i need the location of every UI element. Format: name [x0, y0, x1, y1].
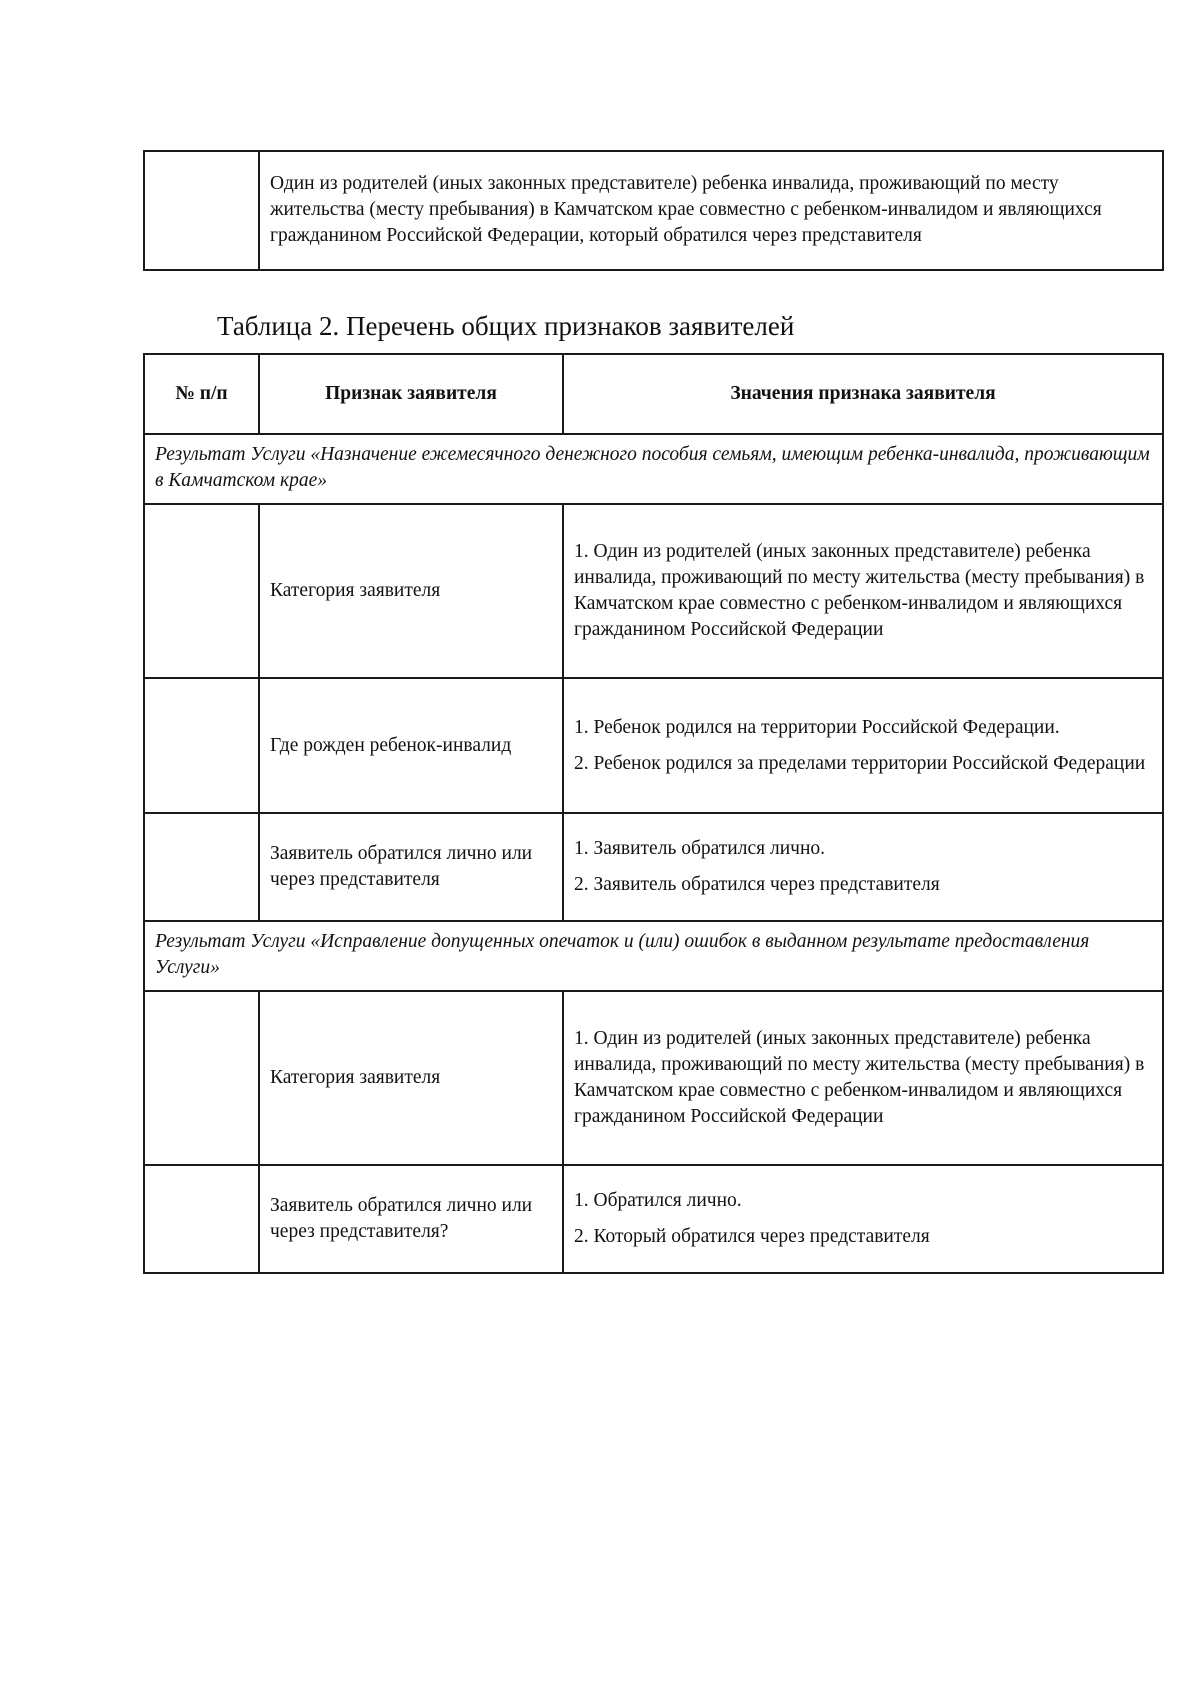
value-item: 2. Заявитель обратился через представителя: [574, 874, 940, 895]
value-item: 1. Заявитель обратился лично.: [574, 838, 826, 859]
table-row: [144, 504, 1163, 678]
table-header-row: [144, 354, 1163, 434]
description-cell: Один из родителей (иных законных представителе) ребенка инвалида, проживающий по месту жительства (месту пребывания) в Камчатском крае совместно с ребенком-инвалидом и являющихся гражданином Российской Федерации, который обратился через представителя: [259, 151, 1163, 270]
value-item: 2. Который обратился через представителя: [574, 1226, 930, 1247]
feature-cell: Категория заявителя: [259, 991, 563, 1165]
num-cell: [144, 813, 259, 921]
header-values: Значения признака заявителя: [563, 354, 1163, 434]
table-row: [144, 991, 1163, 1165]
feature-cell: Заявитель обратился лично или через представителя: [259, 813, 563, 921]
header-num: № п/п: [144, 354, 259, 434]
section-title: Результат Услуги «Назначение ежемесячного денежного пособия семьям, имеющим ребенка-инвалида, проживающим в Камчатском крае»: [144, 434, 1163, 504]
value-item: 1. Ребенок родился на территории Российской Федерации.: [574, 716, 1060, 738]
table-title: Таблица 2. Перечень общих признаков заявителей: [217, 311, 795, 341]
previous-table-fragment: [143, 150, 1164, 271]
section-row: [144, 921, 1163, 991]
values-cell: [563, 813, 1163, 921]
num-cell: [144, 1165, 259, 1273]
table-row: [144, 1165, 1163, 1273]
num-cell: [144, 991, 259, 1165]
applicant-features-table: [143, 353, 1164, 1274]
feature-cell: Где рожден ребенок-инвалид: [259, 678, 563, 813]
value-item: 1. Обратился лично.: [574, 1190, 742, 1211]
feature-cell: Заявитель обратился лично или через представителя?: [259, 1165, 563, 1273]
num-cell: [144, 151, 259, 270]
num-cell: [144, 678, 259, 813]
table-row: [144, 678, 1163, 813]
section-title: Результат Услуги «Исправление допущенных опечаток и (или) ошибок в выданном результате предоставления Услуги»: [144, 921, 1163, 991]
values-cell: [563, 991, 1163, 1165]
section-row: [144, 434, 1163, 504]
values-cell: [563, 678, 1163, 813]
values-cell: [563, 1165, 1163, 1273]
table-row: [144, 151, 1163, 270]
num-cell: [144, 504, 259, 678]
feature-cell: Категория заявителя: [259, 504, 563, 678]
header-feature: Признак заявителя: [259, 354, 563, 434]
value-item: 1. Один из родителей (иных законных представителе) ребенка инвалида, проживающий по месту жительства (месту пребывания) в Камчатском крае совместно с ребенком-инвалидом и являющихся гражданином Российской Федерации: [574, 541, 1145, 640]
values-cell: [563, 504, 1163, 678]
value-item: 2. Ребенок родился за пределами территории Российской Федерации: [574, 752, 1146, 774]
value-item: 1. Один из родителей (иных законных представителе) ребенка инвалида, проживающий по месту жительства (месту пребывания) в Камчатском крае совместно с ребенком-инвалидом и являющихся гражданином Российской Федерации: [574, 1028, 1145, 1127]
table-row: [144, 813, 1163, 921]
